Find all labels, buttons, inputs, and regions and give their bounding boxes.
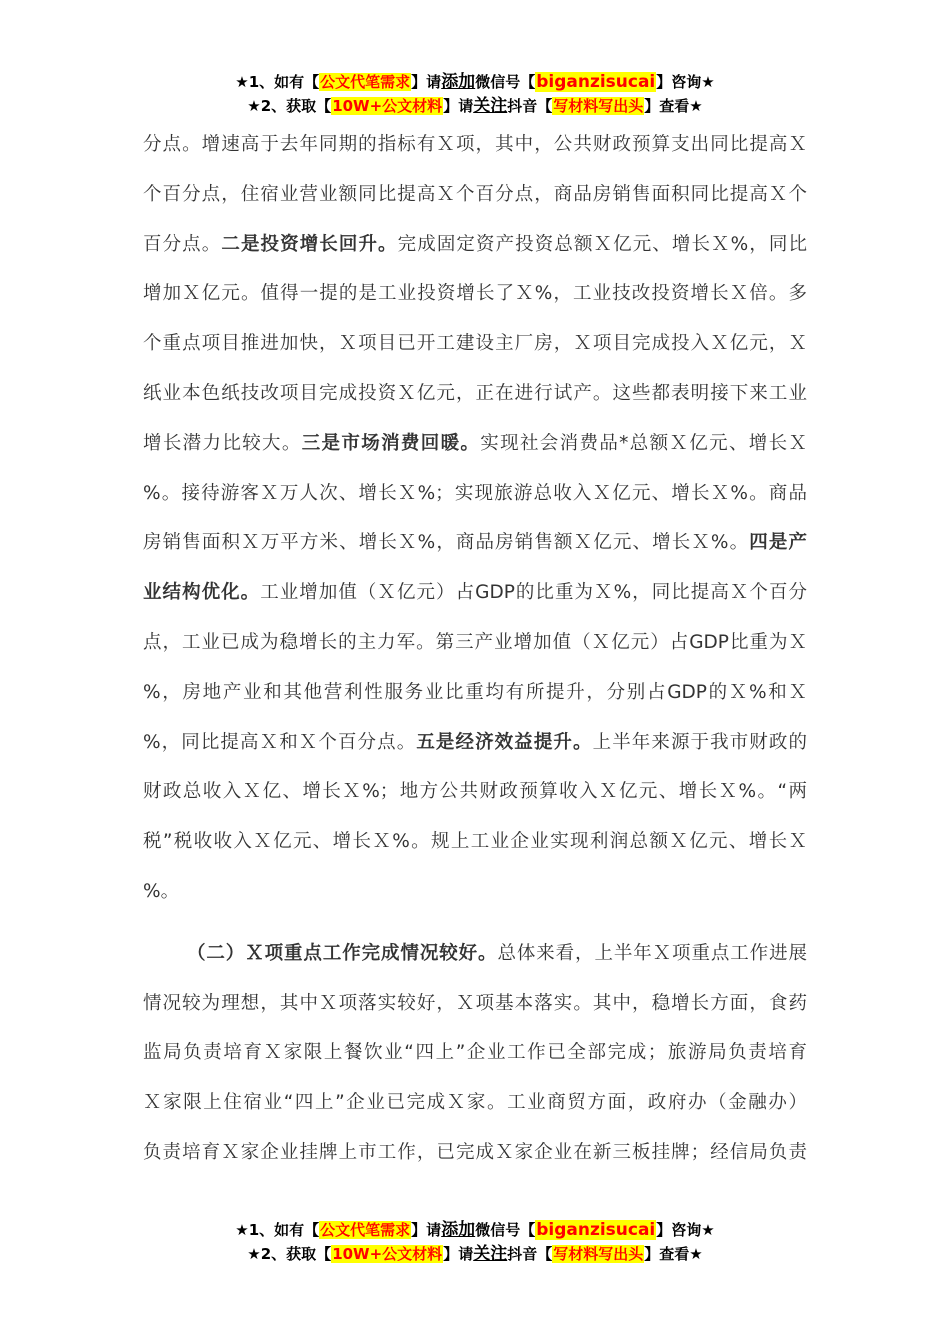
banner-line-2: [0, 94, 950, 118]
text-line: Ｘ家限上住宿业“四上”企业已完成Ｘ家。工业商贸方面，政府办（金融办）: [143, 1092, 807, 1114]
highlight-text: 10W+公文材料: [332, 97, 443, 115]
emphasis-text: 关注: [473, 96, 508, 116]
banner-text: ★2、获取【: [247, 1245, 332, 1263]
banner-text: 抖音【: [507, 97, 553, 115]
paragraph-2: [143, 929, 807, 1178]
text-line: 负责培育Ｘ家企业挂牌上市工作，已完成Ｘ家企业在新三板挂牌；经信局负责: [143, 1141, 807, 1163]
banner-text: 】请: [443, 1245, 474, 1263]
text-run: 完成固定资产投资总额Ｘ亿元、增长Ｘ%，同比: [397, 233, 807, 255]
banner-text: 】请: [443, 97, 474, 115]
emphasis-text: 添加: [441, 72, 476, 92]
text-line: [143, 419, 807, 469]
bold-heading: 五是经济效益提升。: [416, 731, 593, 753]
text-run: 房销售面积Ｘ万平方米、增长Ｘ%，商品房销售额Ｘ亿元、增长Ｘ%。: [143, 532, 750, 554]
text-line: [143, 518, 807, 568]
text-line: 情况较为理想，其中Ｘ项落实较好，Ｘ项基本落实。其中，稳增长方面，食药: [143, 992, 807, 1014]
header-banner: [0, 70, 950, 118]
text-line: %。接待游客Ｘ万人次、增长Ｘ%；实现旅游总收入Ｘ亿元、增长Ｘ%。商品: [143, 482, 807, 504]
bold-heading: 业结构优化。: [143, 582, 261, 604]
text-line: 个重点项目推进加快，Ｘ项目已开工建设主厂房，Ｘ项目完成投入Ｘ亿元，Ｘ: [143, 333, 807, 355]
text-run: 总体来看，上半年Ｘ项重点工作进展: [497, 942, 807, 964]
banner-text: 抖音【: [507, 1245, 553, 1263]
banner-text: ★1、如有【: [235, 1221, 320, 1239]
highlight-text: 公文代笔需求: [320, 1221, 411, 1239]
emphasis-text: 添加: [441, 1220, 476, 1240]
footer-banner: [0, 1218, 950, 1266]
banner-line-1: [0, 70, 950, 94]
text-run: 上半年来源于我市财政的: [592, 731, 807, 753]
text-line: 增加Ｘ亿元。值得一提的是工业投资增长了Ｘ%，工业技改投资增长Ｘ倍。多: [143, 283, 807, 305]
banner-text: 】请: [411, 1221, 442, 1239]
text-run: 实现社会消费品*总额Ｘ亿元、增长Ｘ: [480, 432, 807, 454]
highlight-text: 公文代笔需求: [320, 73, 411, 91]
banner-text: ★2、获取【: [247, 97, 332, 115]
text-line: 财政总收入Ｘ亿、增长Ｘ%；地方公共财政预算收入Ｘ亿元、增长Ｘ%。“两: [143, 781, 807, 803]
text-line: [143, 929, 807, 979]
text-line: [143, 568, 807, 618]
text-line: 税”税收收入Ｘ亿元、增长Ｘ%。规上工业企业实现利润总额Ｘ亿元、增长Ｘ: [143, 831, 807, 853]
text-run: %，同比提高Ｘ和Ｘ个百分点。: [143, 731, 417, 753]
wechat-id: biganzisucai: [536, 72, 656, 92]
text-line: %，房地产业和其他营利性服务业比重均有所提升，分别占GDP的Ｘ%和Ｘ: [143, 681, 807, 703]
text-line: %。: [143, 880, 180, 902]
paragraph-gap: [143, 917, 807, 929]
banner-text: 】查看★: [644, 97, 703, 115]
text-line: 监局负责培育Ｘ家限上餐饮业“四上”企业工作已全部完成；旅游局负责培育: [143, 1042, 807, 1064]
document-body: [143, 120, 807, 1178]
banner-text: 微信号【: [475, 73, 536, 91]
highlight-text: 10W+公文材料: [332, 1245, 443, 1263]
text-run: 百分点。: [143, 233, 222, 255]
text-line: 纸业本色纸技改项目完成投资Ｘ亿元，正在进行试产。这些都表明接下来工业: [143, 382, 807, 404]
text-line: [143, 718, 807, 768]
banner-text: 】咨询★: [656, 73, 715, 91]
highlight-text: 写材料写出头: [553, 97, 644, 115]
bold-heading: 四是产: [749, 532, 807, 554]
banner-text: 微信号【: [475, 1221, 536, 1239]
text-line: 点，工业已成为稳增长的主力军。第三产业增加值（Ｘ亿元）占GDP比重为Ｘ: [143, 631, 807, 653]
paragraph-1: [143, 120, 807, 917]
banner-text: 】查看★: [644, 1245, 703, 1263]
text-line: 分点。增速高于去年同期的指标有Ｘ项，其中，公共财政预算支出同比提高Ｘ: [143, 134, 807, 155]
banner-text: ★1、如有【: [235, 73, 320, 91]
banner-line-2: [0, 1242, 950, 1266]
banner-text: 】请: [411, 73, 442, 91]
text-line: [143, 220, 807, 270]
banner-line-1: [0, 1218, 950, 1242]
emphasis-text: 关注: [473, 1244, 508, 1264]
text-line: 个百分点，住宿业营业额同比提高Ｘ个百分点，商品房销售面积同比提高Ｘ个: [143, 183, 807, 205]
bold-heading: 二是投资增长回升。: [221, 233, 398, 255]
highlight-text: 写材料写出头: [553, 1245, 644, 1263]
banner-text: 】咨询★: [656, 1221, 715, 1239]
wechat-id: biganzisucai: [536, 1220, 656, 1240]
text-run: 增长潜力比较大。: [143, 432, 302, 454]
bold-heading: 三是市场消费回暖。: [301, 432, 481, 454]
text-run: 工业增加值（Ｘ亿元）占GDP的比重为Ｘ%，同比提高Ｘ个百分: [260, 582, 807, 604]
section-heading: （二）Ｘ项重点工作完成情况较好。: [187, 942, 498, 964]
